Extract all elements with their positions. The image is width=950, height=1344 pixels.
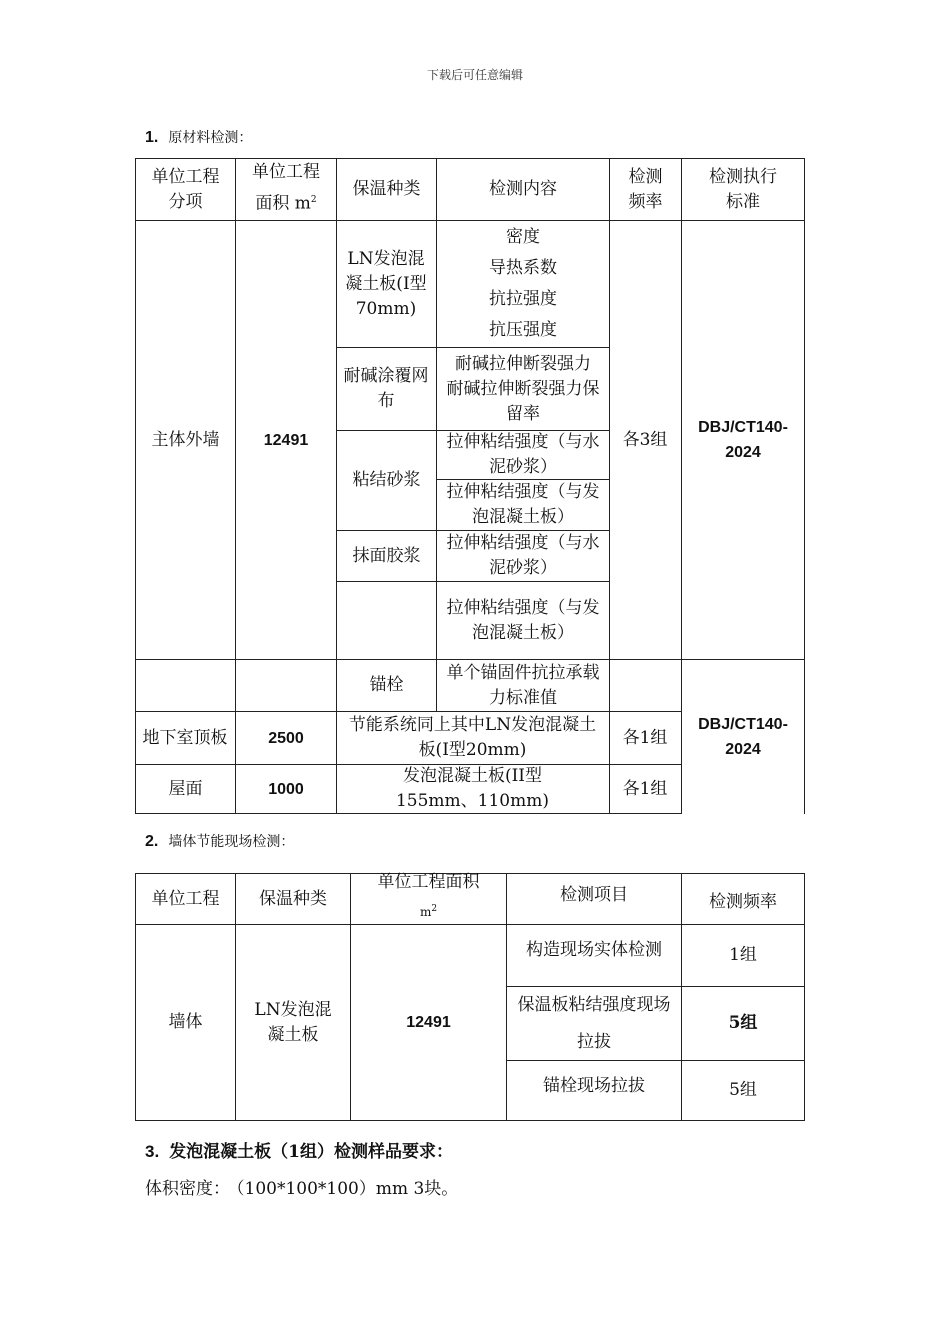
section-3-title: 发泡混凝土板（1组）检测样品要求： xyxy=(169,1142,454,1162)
plaster-item-1: 拉伸粘结强度（与水泥砂浆） xyxy=(446,533,600,578)
basement-standard: DBJ/CT140-2024 xyxy=(698,716,788,758)
density-requirement xyxy=(145,1174,458,1199)
ln-item: 抗压强度 xyxy=(489,320,557,340)
roof-label: 屋面 xyxy=(168,778,203,799)
ln-item: 导热系数 xyxy=(489,258,557,278)
section-3-number: 3. xyxy=(145,1142,160,1161)
t2-item-1: 构造现场实体检测 xyxy=(526,939,662,960)
basement-content: 节能系统同上其中LN发泡混凝土板(I型20mm) xyxy=(348,715,597,760)
basement-frequency: 各1组 xyxy=(622,727,668,748)
anchor-content: 单个锚固件抗拉承载力标准值 xyxy=(446,662,600,708)
t2-header-frequency: 检测频率 xyxy=(709,891,777,912)
ln-item: 抗拉强度 xyxy=(489,289,557,309)
header-frequency: 检测 频率 xyxy=(628,166,663,212)
t2-insulation: LN发泡混凝土板 xyxy=(254,999,332,1045)
section-1-heading xyxy=(145,127,252,147)
t2-wall: 墙体 xyxy=(168,1012,203,1032)
t2-header-insulation: 保温种类 xyxy=(259,888,327,909)
t2-area: 12491 xyxy=(406,1014,451,1031)
section-2-number: 2. xyxy=(145,833,159,850)
t2-header-area: 单位工程面积 $m^2$ xyxy=(377,872,480,919)
ln-board-items xyxy=(437,221,609,347)
mesh-items: 耐碱拉伸断裂强力 耐碱拉伸断裂强力保留率 xyxy=(446,354,600,424)
section-1-title: 原材料检测： xyxy=(168,130,253,146)
roof-frequency: 各1组 xyxy=(622,778,668,799)
mesh-type: 耐碱涂覆网布 xyxy=(343,366,429,411)
header-area: 单位工程 面积 $m^2$ xyxy=(252,161,320,214)
density-value: （100*100*100）mm 3块。 xyxy=(236,1179,459,1199)
section-2-heading xyxy=(145,831,294,851)
t2-item-2: 保温板粘结强度现场拉拔 xyxy=(517,994,671,1052)
t2-frequency-3: 5组 xyxy=(729,1080,757,1100)
ln-board-type: LN发泡混凝土板(I型70mm) xyxy=(345,248,427,319)
plaster-item-2: 拉伸粘结强度（与发泡混凝土板） xyxy=(446,597,600,643)
roof-content: 发泡混凝土板(II型155mm、110mm) xyxy=(395,766,549,811)
mortar-item-1: 拉伸粘结强度（与水泥砂浆） xyxy=(446,432,600,477)
t2-frequency-1: 1组 xyxy=(729,945,757,965)
header-content: 检测内容 xyxy=(489,179,557,199)
mortar-item-2: 拉伸粘结强度（与发泡混凝土板） xyxy=(446,482,600,527)
main-wall-frequency: 各3组 xyxy=(622,429,668,450)
roof-area: 1000 xyxy=(268,780,304,798)
mortar-type: 粘结砂浆 xyxy=(352,470,421,490)
t2-item-3: 锚栓现场拉拔 xyxy=(543,1075,645,1096)
header-insulation: 保温种类 xyxy=(352,179,421,199)
density-label: 体积密度： xyxy=(145,1179,230,1199)
section-1-number: 1. xyxy=(145,129,159,146)
plaster-type: 抹面胶浆 xyxy=(352,545,421,566)
main-wall-standard: DBJ/CT140-2024 xyxy=(698,419,788,461)
ln-item: 密度 xyxy=(506,227,540,247)
header-unit-item: 单位工程 分项 xyxy=(151,166,220,212)
anchor-type: 锚栓 xyxy=(369,675,404,695)
t2-header-unit: 单位工程 xyxy=(151,888,220,909)
section-2-title: 墙体节能现场检测： xyxy=(168,834,295,850)
basement-label: 地下室顶板 xyxy=(142,727,228,748)
basement-area: 2500 xyxy=(268,729,304,747)
main-wall-label: 主体外墙 xyxy=(151,429,220,450)
t2-frequency-2: 5组 xyxy=(728,1013,758,1033)
t2-header-item: 检测项目 xyxy=(560,884,628,905)
section-3-heading xyxy=(145,1137,453,1162)
main-wall-area: 12491 xyxy=(263,431,309,449)
header-note: 下载后可任意编辑 xyxy=(426,68,523,82)
header-standard: 检测执行 标准 xyxy=(709,166,777,212)
